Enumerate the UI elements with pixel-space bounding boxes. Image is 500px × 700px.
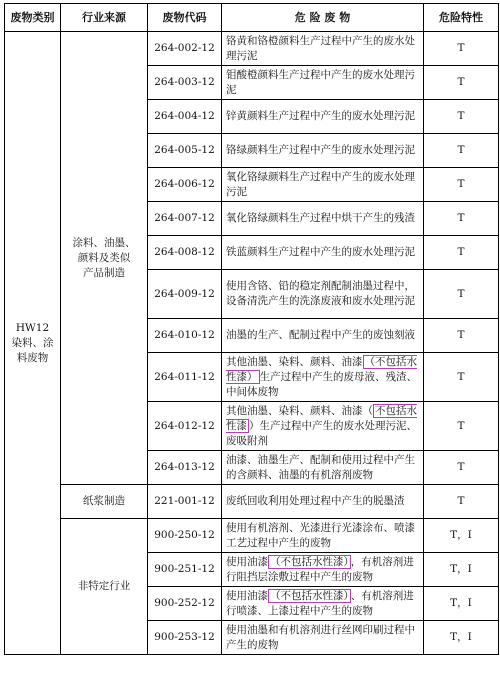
waste-description: 使用油漆 （不包括水性漆） 、有机溶剂进行喷漆、上漆过程中产生的废物 [222, 587, 424, 621]
header-source: 行业来源 [61, 4, 148, 32]
waste-description: 使用油墨和有机溶剂进行丝网印刷过程中产生的废物 [222, 621, 424, 655]
hazard-property: T，I [424, 621, 499, 655]
waste-description: 铁蓝颜料生产过程中产生的废水处理污泥 [222, 236, 424, 270]
hazard-property: T [424, 236, 499, 270]
waste-description: 钼酸橙颜料生产过程中产生的废水处理污泥 [222, 66, 424, 100]
hazard-property: T，I [424, 553, 499, 587]
header-row [5, 4, 499, 32]
hazard-property: T [424, 168, 499, 202]
source-paper-cell: 纸浆制造 [61, 485, 148, 519]
exclusion-highlight: （不包括水性漆） [270, 555, 349, 568]
hazard-property: T [424, 32, 499, 66]
waste-description: 油墨的生产、配制过程中产生的废蚀刻液 [222, 319, 424, 353]
waste-code: 221-001-12 [148, 485, 222, 519]
hazard-property: T [424, 402, 499, 451]
table-row [5, 519, 499, 553]
waste-description: 其他油墨、染料、颜料、油漆 （不包括水性漆） 生产过程中产生的废母液、残渣、中间体废物 [222, 353, 424, 402]
waste-code: 264-006-12 [148, 168, 222, 202]
source-paint-cell [61, 32, 148, 485]
source-paint-line2: 颜料及类似 [77, 251, 131, 264]
waste-code: 264-012-12 [148, 402, 222, 451]
waste-code: 264-005-12 [148, 134, 222, 168]
waste-code: 264-003-12 [148, 66, 222, 100]
header-category: 废物类别 [5, 4, 61, 32]
waste-code: 900-253-12 [148, 621, 222, 655]
waste-code: 900-250-12 [148, 519, 222, 553]
category-cell [5, 32, 61, 655]
waste-code: 264-004-12 [148, 100, 222, 134]
hazard-property: T [424, 485, 499, 519]
hazard-property: T [424, 319, 499, 353]
waste-description: 使用油漆 （不包括水性漆） ，有机溶剂进行阻挡层涂敷过程中产生的废物 [222, 553, 424, 587]
waste-code: 264-010-12 [148, 319, 222, 353]
category-name-line1: 染料、涂 [11, 336, 54, 349]
waste-code: 900-251-12 [148, 553, 222, 587]
table-row [5, 485, 499, 519]
waste-code: 264-007-12 [148, 202, 222, 236]
source-paint-line3: 产品制造 [83, 266, 125, 279]
waste-code: 264-008-12 [148, 236, 222, 270]
hazard-property: T，I [424, 519, 499, 553]
exclusion-highlight: （不包括水性漆） [226, 355, 417, 383]
hazard-property: T [424, 66, 499, 100]
header-hazard: 危险特性 [424, 4, 499, 32]
hazard-property: T [424, 202, 499, 236]
table-row [5, 32, 499, 66]
header-code: 废物代码 [148, 4, 222, 32]
category-code: HW12 [15, 321, 50, 334]
waste-code: 264-013-12 [148, 451, 222, 485]
waste-description: 氧化铬绿颜料生产过程中产生的废水处理污泥 [222, 168, 424, 202]
header-waste: 危 险 废 物 [222, 4, 424, 32]
hazard-property: T [424, 134, 499, 168]
waste-description: 氧化铬绿颜料生产过程中烘干产生的残渣 [222, 202, 424, 236]
waste-code: 900-252-12 [148, 587, 222, 621]
waste-code: 264-009-12 [148, 270, 222, 319]
hazard-property: T，I [424, 587, 499, 621]
waste-description: 其他油墨、染料、颜料、油漆（ 不包括水性漆 ）生产过程中产生的废水处理污泥、废吸附剂 [222, 402, 424, 451]
waste-description: 锌黄颜料生产过程中产生的废水处理污泥 [222, 100, 424, 134]
exclusion-highlight: 不包括水性漆 [226, 404, 417, 432]
waste-description: 铬黄和铬橙颜料生产过程中产生的废水处理污泥 [222, 32, 424, 66]
waste-description: 使用有机溶剂、光漆进行光漆涂布、喷漆工艺过程中产生的废物 [222, 519, 424, 553]
waste-description: 废纸回收利用处理过程中产生的脱墨渣 [222, 485, 424, 519]
hazard-property: T [424, 100, 499, 134]
exclusion-highlight: （不包括水性漆） [270, 589, 349, 602]
hazardous-waste-table [4, 3, 499, 655]
hazard-property: T [424, 353, 499, 402]
category-name-line2: 料废物 [16, 351, 49, 364]
waste-code: 264-011-12 [148, 353, 222, 402]
waste-description: 使用含铬、铅的稳定剂配制油墨过程中，设备清洗产生的洗涤废液和废水处理污泥 [222, 270, 424, 319]
hazard-property: T [424, 270, 499, 319]
source-nonspecific-cell: 非特定行业 [61, 519, 148, 655]
waste-code: 264-002-12 [148, 32, 222, 66]
source-paint-line1: 涂料、油墨、 [72, 236, 136, 249]
hazard-property: T [424, 451, 499, 485]
waste-description: 油漆、油墨生产、配制和使用过程中产生的含颜料、油墨的有机溶剂废物 [222, 451, 424, 485]
waste-description: 铬绿颜料生产过程中产生的废水处理污泥 [222, 134, 424, 168]
